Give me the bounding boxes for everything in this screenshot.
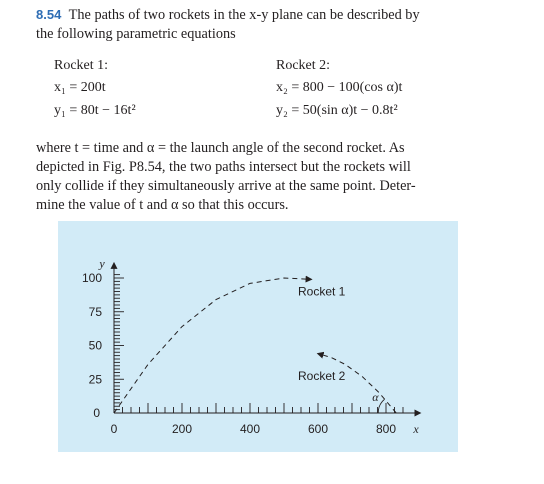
series-label-rocket-2: Rocket 2 bbox=[298, 368, 346, 383]
rocket1-eq-x: x₁ = 200t bbox=[54, 80, 106, 95]
problem-statement bbox=[36, 5, 506, 44]
y-axis-label: y bbox=[99, 256, 105, 271]
angle-alpha-label: α bbox=[372, 390, 379, 404]
y-tick-label: 50 bbox=[88, 338, 102, 353]
rocket2-eq-x: x₂ = 800 − 100(cos α)t bbox=[276, 80, 403, 95]
y-tick-label: 100 bbox=[81, 271, 102, 285]
problem-number: 8.54 bbox=[36, 7, 62, 22]
x-axis-label: x bbox=[413, 422, 419, 436]
figure-p8-54 bbox=[58, 221, 458, 452]
rocket1-heading: Rocket 1: bbox=[54, 58, 109, 73]
angle-arc bbox=[378, 399, 384, 413]
y-tick-label: 75 bbox=[88, 304, 102, 319]
statement-line-1: The paths of two rockets in the x-y plane can be described by bbox=[68, 7, 420, 23]
x-tick-label: 600 bbox=[307, 422, 329, 436]
rocket1-eq-y: y₁ = 80t − 16t² bbox=[54, 103, 136, 118]
description-line-2: depicted in Fig. P8.54, the two paths intersect but the rockets will bbox=[36, 159, 411, 175]
description-line-4: mine the value of t and α so that this occurs. bbox=[36, 197, 289, 213]
x-tick-label: 200 bbox=[171, 422, 193, 436]
rocket-paths-chart bbox=[58, 221, 458, 452]
description-line-1: where t = time and α = the launch angle of the second rocket. As bbox=[36, 140, 405, 156]
series-path-2 bbox=[318, 354, 396, 413]
x-tick-label: 0 bbox=[110, 422, 118, 436]
y-tick-label: 25 bbox=[88, 372, 102, 387]
problem-description bbox=[36, 139, 512, 215]
description-line-3: only collide if they simultaneously arrive at the same point. Deter- bbox=[36, 178, 416, 194]
y-tick-label: 0 bbox=[93, 406, 100, 420]
rocket2-eq-y: y₂ = 50(sin α)t − 0.8t² bbox=[276, 103, 398, 118]
statement-line-2: the following parametric equations bbox=[36, 26, 236, 42]
series-label-rocket-1: Rocket 1 bbox=[298, 284, 346, 299]
x-tick-label: 400 bbox=[239, 422, 261, 436]
x-tick-label: 800 bbox=[375, 422, 397, 436]
rocket2-heading: Rocket 2: bbox=[276, 58, 331, 73]
series-path-1 bbox=[114, 278, 311, 413]
